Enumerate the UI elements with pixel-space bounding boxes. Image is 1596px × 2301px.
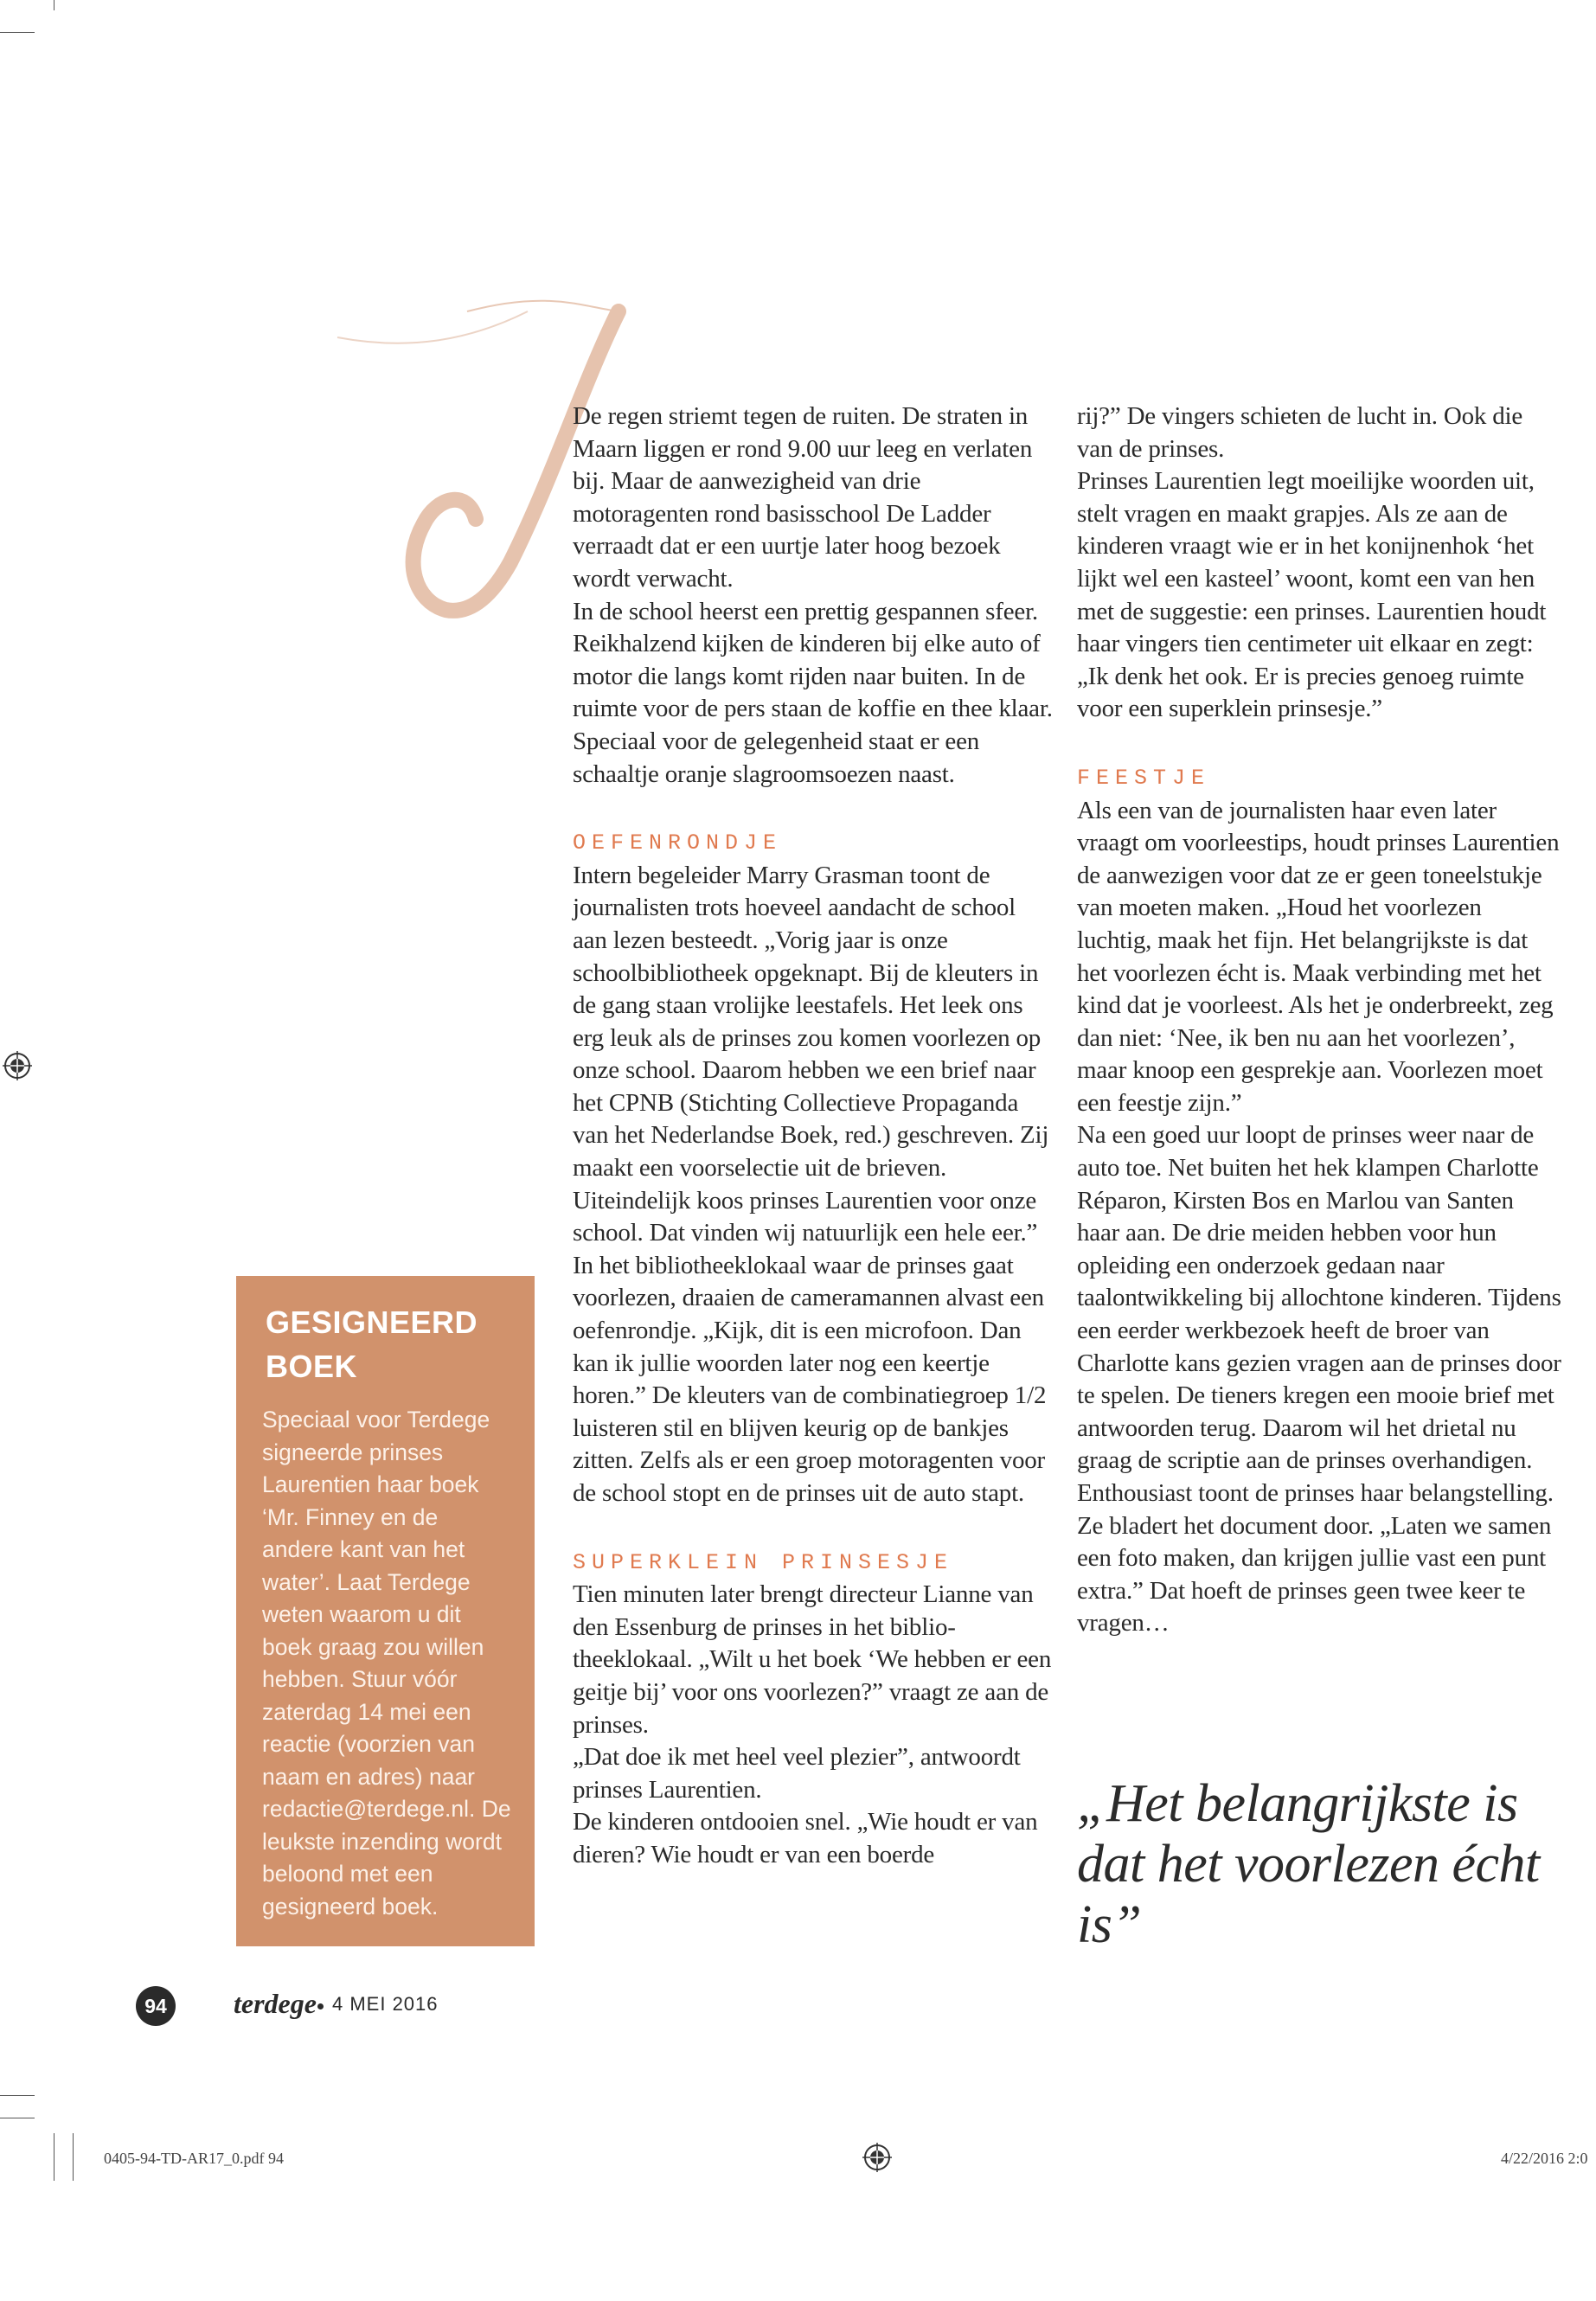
sidebar-body: Speciaal voor Terdege signeerde prinses Laurentien haar boek ‘Mr. Finney en de andere kant van het water’. Laat Terdege weten waarom u dit boek graag zou willen hebben. Stuur vóór zaterdag 14 mei een reactie (voorzien van naam en adres) naar redactie@terdege.nl. De leukste inzending wordt beloond met een gesigneerd boek. — [262, 1407, 511, 1920]
subheading-oefenrondje: OEFENRONDJE — [573, 830, 783, 856]
article-column-1 — [573, 401, 1053, 1872]
page-number: 94 — [136, 1986, 176, 2026]
subheading-superklein-prinsesje: SUPERKLEIN PRINSESJE — [573, 1549, 954, 1575]
subheading-feestje: FEESTJE — [1077, 765, 1211, 791]
article-paragraph: Prinses Laurentien legt moeilijke woorden uit, stelt vragen en maakt grapjes. Als ze aan de kinderen vraagt wie er in het konijnenhok ‘het lijkt wel een kasteel’ woont, komt een van hen met de suggestie: een prinses. Laurentien houdt haar vingers tien centimeter uit elkaar en zegt: „Ik denk het ook. Er is precies genoeg ruimte voor een superklein prinsesje.” — [1077, 467, 1547, 723]
article-paragraph: Na een goed uur loopt de prinses weer naar de auto toe. Net buiten het hek klampen Charlotte Réparon, Kirsten Bos en Marlou van Santen haar aan. De drie meiden hebben voor hun opleiding een onderzoek gedaan naar taalontwikkeling bij allochtone kinderen. Tijdens een eerder werkbezoek heeft de broer van Charlotte kans gezien vragen aan de prinses door te spelen. De tieners kregen een mooie brief met antwoorden terug. Daarom wil het drietal nu graag de scriptie aan de prinses overhandigen. Enthousiast toont de prinses haar belangstelling. Ze bladert het document door. „Laten we samen een foto maken, dan krijgen jullie vast een punt extra.” Dat hoeft de prinses geen twee keer te vragen… — [1077, 1121, 1561, 1638]
crop-mark — [73, 2133, 74, 2181]
article-paragraph: In de school heerst een prettig gespannen sfeer. Reikhalzend kijken de kinderen bij elke auto of motor die langs komt rijden naar buiten. In de ruimte voor de pers staan de koffie en thee klaar. Speciaal voor de gelegenheid staat er een schaaltje oranje slagroomsoezen naast. — [573, 597, 1053, 788]
sidebar-title: GESIGNEERD BOEK — [266, 1304, 478, 1384]
crop-mark — [0, 2095, 35, 2096]
registration-mark-icon — [3, 1051, 32, 1080]
print-slug-file: 0405-94-TD-AR17_0.pdf 94 — [104, 2150, 284, 2167]
article-paragraph: Tien minuten later brengt directeur Lianne van den Essenburg de prinses in het bibliotheeklokaal. „Wilt u het boek ‘We hebben er een geitje bij’ voor ons voorlezen?” vraagt ze aan de prinses. — [573, 1580, 1052, 1739]
article-column-2 — [1077, 401, 1561, 1640]
bullet-icon — [317, 2003, 324, 2009]
brand-logo: terdege — [234, 1988, 317, 2019]
pull-quote: „Het belangrijkste is dat het voorlezen écht is” — [1077, 1774, 1540, 1954]
article-intro: De regen striemt tegen de ruiten. De straten in Maarn liggen er rond 9.00 uur leeg en verlaten bij. Maar de aanwezigheid van drie motoragenten rond basisschool De Ladder verraadt dat er een uurtje later hoog bezoek wordt verwacht. — [573, 402, 1033, 593]
article-paragraph: Als een van de journalisten haar even later vraagt om voorleestips, houdt prinses Laurentien de aanwezigen voor dat ze er geen toneelstukje van moeten maken. „Houd het voorlezen luchtig, maak het fijn. Het belangrijkste is dat het voorlezen écht is. Maak verbinding met het kind dat je voorleest. Als het je onderbreekt, zeg dan niet: ‘Nee, ik ben nu aan het voorlezen’, maar knoop een gesprekje aan. Voorlezen moet een feestje zijn.” — [1077, 796, 1560, 1117]
registration-mark-icon — [862, 2143, 892, 2172]
sidebar-box — [236, 1276, 535, 1946]
crop-mark — [0, 32, 35, 33]
article-paragraph: „Dat doe ik met heel veel plezier”, antwoordt prinses Laurentien. — [573, 1743, 1021, 1804]
article-paragraph: rij?” De vingers schieten de lucht in. Ook die van de prinses. — [1077, 402, 1523, 463]
article-paragraph: In het bibliotheeklokaal waar de prinses gaat voorlezen, draaien de cameramannen alvast een oefenrondje. „Kijk, dit is een microfoon. Dan kan ik jullie woorden later nog een keertje horen.” De kleuters van de combinatiegroep 1/2 luisteren stil en blijven keurig op de bankjes zitten. Zelfs als er een groep motoragenten voor de school stopt en de prinses uit de auto stapt. — [573, 1251, 1047, 1507]
article-paragraph: De kinderen ontdooien snel. „Wie houdt er van dieren? Wie houdt er van een boerde — [573, 1808, 1038, 1868]
issue-date: 4 MEI 2016 — [332, 1993, 439, 2015]
article-paragraph: Intern begeleider Marry Grasman toont de journalisten trots hoeveel aandacht de school aan lezen besteedt. „Vorig jaar is onze schoolbibliotheek opgeknapt. Bij de kleuters in de gang staan vrolijke leestafels. Het leek ons erg leuk als de prinses zou komen voorlezen op onze school. Daarom hebben we een brief naar het CPNB (Stichting Collectieve Propaganda van het Nederlandse Boek, red.) geschreven. Zij maakt een voorselectie uit de brieven. Uiteindelijk koos prinses Laurentien voor onze school. Dat vinden wij natuurlijk een hele eer.” — [573, 861, 1049, 1247]
print-slug-date: 4/22/2016 2:0 — [1501, 2150, 1588, 2167]
